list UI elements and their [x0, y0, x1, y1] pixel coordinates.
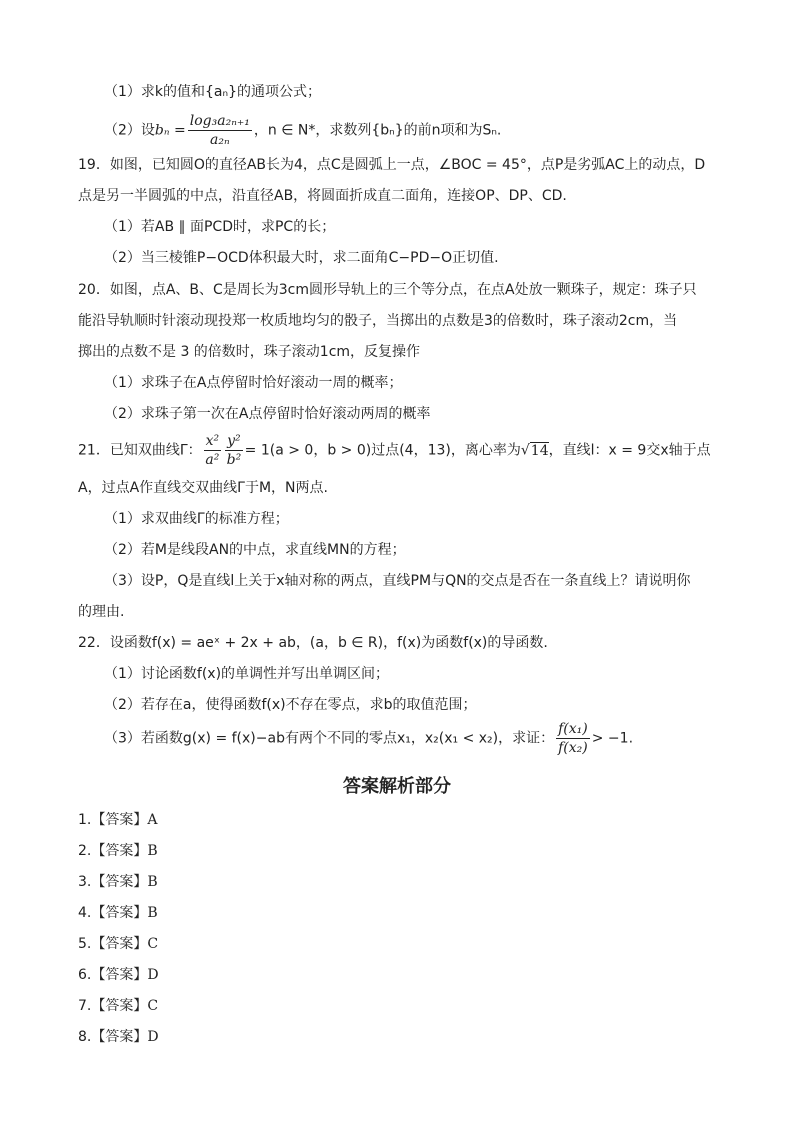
- q21-fraction-y-top: y²: [227, 433, 241, 449]
- q22-part3-suffix: > −1.: [591, 730, 634, 747]
- answer-tag: 【答案】: [91, 967, 148, 983]
- answer-tag: 【答案】: [91, 812, 148, 828]
- q18-bn: bₙ =: [154, 122, 186, 139]
- q21-fraction-x-bottom: a²: [205, 452, 220, 468]
- answer-number: 4.: [78, 905, 92, 921]
- answer-value: C: [147, 936, 159, 952]
- answer-item: [78, 934, 158, 954]
- q22-fraction-top: f(x₁): [558, 721, 588, 737]
- q21-line2: A，过点A作直线交双曲线Γ于M，N两点.: [78, 480, 328, 496]
- q18-fraction-top: log₃a₂ₙ₊₁: [189, 113, 250, 129]
- answer-number: 6.: [78, 967, 92, 983]
- answer-item: [78, 872, 158, 892]
- answer-value: B: [147, 874, 158, 890]
- q21-prefix: 21．已知双曲线Γ：: [78, 442, 202, 459]
- answer-tag: 【答案】: [91, 1029, 148, 1045]
- q21-fraction-x-top: x²: [205, 433, 220, 449]
- answer-number: 8.: [78, 1029, 92, 1045]
- q21-part2: （2）若M是线段AN的中点，求直线MN的方程；: [104, 542, 406, 558]
- q18-part2-suffix: ，n ∈ N*，求数列{bₙ}的前n项和为Sₙ.: [253, 122, 502, 139]
- q22-fraction-bottom: f(x₂): [558, 740, 588, 756]
- answer-number: 7.: [78, 998, 92, 1014]
- q21-part1: （1）求双曲线Γ的标准方程；: [104, 511, 289, 527]
- answer-item: [78, 810, 157, 830]
- sqrt-icon: √: [520, 442, 530, 459]
- q20-line1: 20．如图，点A、B、C是周长为3cm圆形导轨上的三个等分点，在点A处放一颗珠子，规定：珠子只: [78, 282, 697, 298]
- q22-part1: （1）讨论函数f(x)的单调性并写出单调区间；: [104, 666, 390, 682]
- answer-value: C: [147, 998, 159, 1014]
- q18-fraction-bottom: a₂ₙ: [209, 132, 230, 148]
- q21-mid: = 1(a > 0，b > 0)过点(4，13)，离心率为: [244, 442, 521, 459]
- q19-part2: （2）当三棱锥P−OCD体积最大时，求二面角C−PD−O正切值.: [104, 250, 499, 266]
- q22-fraction: [556, 720, 590, 757]
- q21-part3-line2: 的理由.: [78, 604, 125, 620]
- answer-tag: 【答案】: [91, 936, 148, 952]
- q22-line1: 22．设函数f(x) = aeˣ + 2x + ab，(a，b ∈ R)，f(x)为函数f(x)的导函数.: [78, 635, 548, 651]
- answer-value: D: [147, 1029, 159, 1045]
- answer-value: B: [147, 905, 158, 921]
- q19-line1: 19．如图，已知圆O的直径AB长为4，点C是圆弧上一点，∠BOC = 45°，点P是劣弧AC上的动点，D: [78, 157, 706, 173]
- q20-part2: （2）求珠子第一次在A点停留时恰好滚动两周的概率: [104, 406, 431, 422]
- q20-line3: 掷出的点数不是 3 的倍数时，珠子滚动1cm，反复操作: [78, 344, 421, 360]
- q22-part3-prefix: （3）若函数g(x) = f(x)−ab有两个不同的零点x₁，x₂(x₁ < x₂)，求证：: [104, 730, 555, 747]
- answer-tag: 【答案】: [91, 905, 148, 921]
- answer-tag: 【答案】: [91, 843, 148, 859]
- answer-item: [78, 996, 158, 1016]
- q22-part2: （2）若存在a，使得函数f(x)不存在零点，求b的取值范围；: [104, 697, 477, 713]
- q21-fraction-y-bottom: b²: [226, 452, 242, 468]
- answer-number: 3.: [78, 874, 92, 890]
- q21-part3-line1: （3）设P，Q是直线l上关于x轴对称的两点，直线PM与QN的交点是否在一条直线上？请说明你: [104, 573, 691, 589]
- q18-part2-prefix: （2）设: [104, 122, 155, 139]
- answer-number: 2.: [78, 843, 92, 859]
- q20-part1: （1）求珠子在A点停留时恰好滚动一周的概率；: [104, 375, 403, 391]
- answer-item: [78, 841, 158, 861]
- q21-fraction-x: [204, 432, 222, 469]
- answer-number: 5.: [78, 936, 92, 952]
- answer-value: A: [147, 812, 158, 828]
- q19-part1: （1）若AB ∥ 面PCD时，求PC的长；: [104, 219, 336, 235]
- answer-item: [78, 1027, 159, 1047]
- answer-item: [78, 903, 158, 923]
- q21-suffix: ，直线l：x = 9交x轴于点: [548, 442, 711, 459]
- answer-value: D: [147, 967, 159, 983]
- answer-tag: 【答案】: [91, 874, 148, 890]
- q21-sqrt-value: 14: [530, 442, 549, 459]
- answer-tag: 【答案】: [91, 998, 148, 1014]
- q22-part3: [104, 720, 633, 757]
- q18-part2: [104, 112, 501, 149]
- q18-fraction: [188, 112, 252, 149]
- q21-fraction-y: [225, 432, 243, 469]
- answers-heading: 答案解析部分: [343, 776, 451, 797]
- answer-item: [78, 965, 159, 985]
- q20-line2: 能沿导轨顺时针滚动现投郑一枚质地均匀的骰子，当掷出的点数是3的倍数时，珠子滚动2cm，当: [78, 313, 678, 329]
- q18-part1: （1）求k的值和{aₙ}的通项公式；: [104, 84, 321, 100]
- q21-line1: [78, 432, 711, 469]
- q19-line2: 点是另一半圆弧的中点，沿直径AB，将圆面折成直二面角，连接OP、DP、CD.: [78, 188, 567, 204]
- answer-value: B: [147, 843, 158, 859]
- answer-number: 1.: [78, 812, 92, 828]
